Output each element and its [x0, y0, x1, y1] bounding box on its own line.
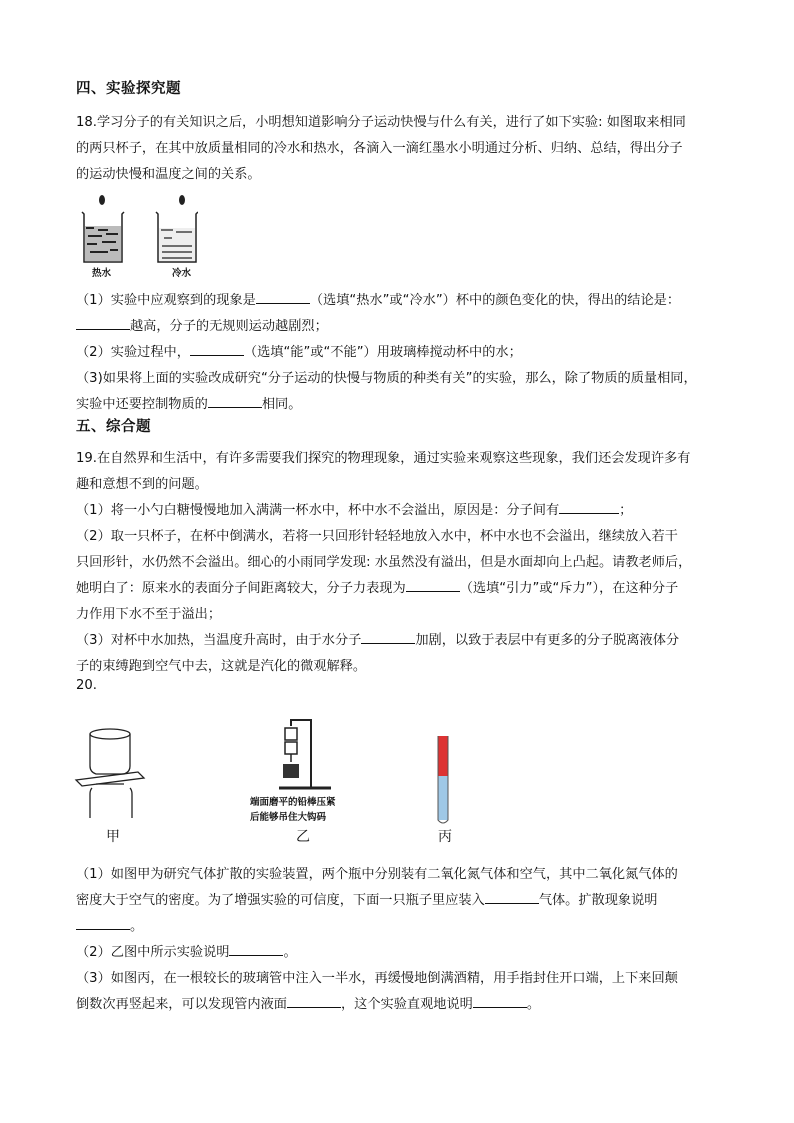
glass-tube — [438, 736, 448, 823]
q19-part1-line — [76, 498, 720, 524]
q19-part2-text: 她明白了：原来水的表面分子间距离较大，分子力表现为 — [76, 581, 406, 596]
answer-blank[interactable] — [256, 289, 310, 304]
answer-blank[interactable] — [406, 577, 460, 592]
q18-part2-line — [76, 340, 720, 366]
q20-part1-text: 密度大于空气的密度。为了增强实验的可信度，下面一只瓶子里应装入 — [76, 893, 485, 908]
q19-block — [76, 446, 720, 680]
answer-blank[interactable] — [287, 993, 341, 1008]
q19-part2-line: （2）取一只杯子，在杯中倒满水，若将一只回形针轻轻地放入水中，杯中水也不会溢出，继续放入若干 — [76, 529, 678, 544]
yi-note-line1: 端面磨平的铅棒压紧 — [250, 797, 336, 808]
q20-part1-text: 。 — [130, 919, 144, 934]
q18-part1-text: （选填“热水”或“冷水”）杯中的颜色变化的快，得出的结论是： — [309, 293, 681, 308]
section-title-4: 四、实验探究题 — [76, 81, 181, 97]
answer-blank[interactable] — [76, 915, 130, 930]
q19-part3-text: 加剧，以致于表层中有更多的分子脱离液体分 — [415, 633, 680, 648]
answer-blank[interactable] — [559, 499, 619, 514]
q20-part3-line: （3）如图丙，在一根较长的玻璃管中注入一半水，再缓慢地倒满酒精，用手指封住开口端，上下来回颠 — [76, 971, 678, 986]
q18-stem-line: 18.学习分子的有关知识之后，小明想知道影响分子运动快慢与什么有关，进行了如下实验: 如图取来相同 — [76, 115, 686, 130]
q18-stem — [76, 110, 720, 188]
q20-subquestions — [76, 862, 720, 1018]
q19-part1-text: ； — [619, 503, 633, 518]
q20-part1-text: 气体。扩散现象说明 — [538, 893, 658, 908]
answer-blank[interactable] — [208, 393, 262, 408]
section-title-5: 五、综合题 — [76, 419, 151, 435]
q20-part1-line3 — [76, 914, 720, 940]
q20-part3-text: 倒数次再竖起来，可以发现管内液面 — [76, 997, 287, 1012]
q18-part2-text: （选填“能”或“不能”）用玻璃棒搅动杯中的水； — [243, 345, 522, 360]
q19-part2-line: 只回形针，水仍然不会溢出。细心的小雨同学发现: 水虽然没有溢出，但是水面却向上凸起。请教老师后， — [76, 555, 692, 570]
q18-part1-text: （1）实验中应观察到的现象是 — [76, 293, 256, 308]
answer-blank[interactable] — [229, 941, 283, 956]
q18-part3-line: （3)如果将上面的实验改成研究“分子运动的快慢与物质的种类有关”的实验，那么，除了物质的质量相同， — [76, 371, 697, 386]
q18-subquestions — [76, 288, 720, 418]
lead-cylinders-stand — [279, 720, 331, 788]
yi-note-line2: 后能够吊住大钩码 — [250, 812, 327, 823]
gas-diffusion-jars — [76, 729, 144, 818]
q18-part1-line2 — [76, 314, 720, 340]
q20-part3-text: 。 — [526, 997, 541, 1012]
caption-jia: 甲 — [106, 829, 120, 845]
hot-water-label: 热水 — [92, 268, 112, 279]
q19-stem-line: 趣和意想不到的问题。 — [76, 477, 208, 492]
answer-blank[interactable] — [473, 993, 527, 1008]
q18-part3-text: 相同。 — [261, 397, 302, 412]
q20-figure-bing — [428, 734, 458, 826]
q18-part3-text: 实验中还要控制物质的 — [76, 397, 208, 412]
q19-part2-line3 — [76, 576, 720, 602]
q19-stem-line: 19.在自然界和生活中，有许多需要我们探究的物理现象，通过实验来观察这些现象，我们还会发现许多有 — [76, 451, 691, 466]
answer-blank[interactable] — [76, 315, 130, 330]
q20-part2-text: （2）乙图中所示实验说明 — [76, 945, 230, 960]
q18-part2-text: （2）实验过程中， — [76, 345, 190, 360]
q18-part3-line2 — [76, 392, 720, 418]
cold-water-label: 冷水 — [172, 268, 192, 279]
q20-figure-yi — [271, 712, 351, 792]
q20-part3-line2 — [76, 992, 720, 1018]
q20-part2-text: 。 — [283, 945, 297, 960]
cold-water-beaker — [156, 195, 198, 262]
q19-part3-text: （3）对杯中水加热，当温度升高时，由于水分子 — [76, 633, 362, 648]
q20-part1-line2 — [76, 888, 720, 914]
answer-blank[interactable] — [190, 341, 244, 356]
answer-blank[interactable] — [485, 889, 539, 904]
caption-yi: 乙 — [296, 829, 310, 845]
q20-part1-line: （1）如图甲为研究气体扩散的实验装置，两个瓶中分别装有二氧化氮气体和空气，其中二氧化氮气体的 — [76, 867, 678, 882]
q20-part2-line — [76, 940, 720, 966]
q19-part3-line — [76, 628, 720, 654]
caption-bing: 丙 — [438, 829, 452, 845]
hot-water-beaker — [82, 195, 124, 262]
q20-figure-jia — [72, 722, 152, 822]
q18-stem-line: 的两只杯子，在其中放质量相同的冷水和热水，各滴入一滴红墨水小明通过分析、归纳、总结，得出分子 — [76, 141, 683, 156]
q19-part2-text: （选填“引力”或“斥力”），在这种分子 — [459, 581, 679, 596]
q19-part2-line4: 力作用下水不至于溢出； — [76, 607, 222, 622]
q19-part1-text: （1）将一小勺白糖慢慢地加入满满一杯水中，杯中水不会溢出，原因是：分子间有 — [76, 503, 560, 518]
q19-part3-line2: 子的束缚跑到空气中去，这就是汽化的微观解释。 — [76, 659, 367, 674]
q20-part3-text: ，这个实验直观地说明 — [341, 997, 473, 1012]
answer-blank[interactable] — [361, 629, 415, 644]
q18-part1-line — [76, 288, 720, 314]
q18-part1-text: 越高，分子的无规则运动越剧烈； — [130, 319, 328, 334]
q18-stem-line: 的运动快慢和温度之间的关系。 — [76, 167, 261, 182]
q20-number: 20. — [76, 678, 97, 693]
